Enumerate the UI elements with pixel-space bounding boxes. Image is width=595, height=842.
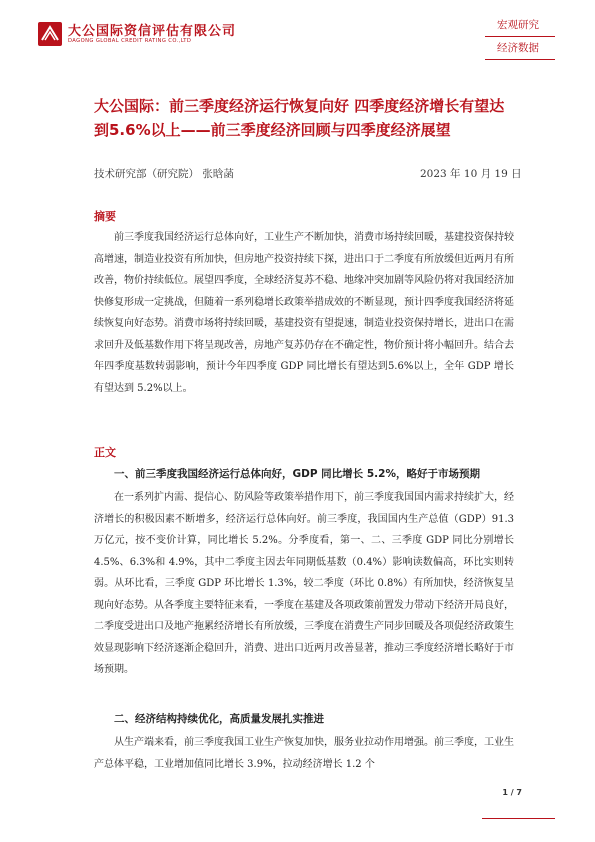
section-1-body <box>94 487 514 681</box>
company-name-en: DAGONG GLOBAL CREDIT RATING CO.,LTD <box>68 38 192 44</box>
section-2-title: 二、经济结构持续优化，高质量发展扎实推进 <box>114 713 324 725</box>
section-1-paragraph: 在一系列扩内需、提信心、防风险等政策举措作用下，前三季度我国国内需求持续扩大，经济增长的积极因素不断增多，经济运行总体向好。前三季度，我国国内生产总值（GDP）91.3 万亿元，按不变价计算，同比增长 5.2%。分季度看，第一、二、三季度 GDP 同比分别增长 4.5%、6.3%和 4.9%，其中二季度主因去年同期低基数（0.4%）影响读数偏高，环比实则转弱。从环比看，三季度 GDP 环比增长 1.3%，较二季度（环比 0.8%）有所加快，经济恢复呈现向好态势。从各季度主要特征来看，一季度在基建及各项政策前置发力带动下经济开局良好，二季度受进出口及地产拖累经济增长有所放缓，三季度在消费生产同步回暖及各项促经济政策生效显现影响下经济逐渐企稳回升，消费、进出口近两月改善显著，推动三季度经济增长略好于市场预期。 <box>94 492 514 675</box>
category-tag-econ-data: 经济数据 <box>485 37 555 60</box>
section-1-title: 一、前三季度我国经济运行总体向好，GDP 同比增长 5.2%，略好于市场预期 <box>114 468 480 480</box>
main-heading: 正文 <box>94 446 116 459</box>
company-logo-icon <box>38 22 62 46</box>
section-2-paragraph: 从生产端来看，前三季度我国工业生产恢复加快，服务业拉动作用增强。前三季度，工业生产总体平稳，工业增加值同比增长 3.9%，拉动经济增长 1.2 个 <box>94 737 514 770</box>
page-number: 1 / 7 <box>502 788 522 797</box>
author-line: 技术研究部（研究院） 张晗菡 <box>94 168 234 180</box>
report-date: 2023 年 10 月 19 日 <box>420 168 522 180</box>
abstract-heading: 摘要 <box>94 210 116 223</box>
category-tag-macro: 宏观研究 <box>485 14 555 37</box>
abstract-paragraph: 前三季度我国经济运行总体向好，工业生产不断加快，消费市场持续回暖，基建投资保持较高增速，制造业投资有所加快，但房地产投资持续下探，进出口于二季度有所放缓但近两月有所改善，物价持续低位。展望四季度，全球经济复苏不稳、地缘冲突加剧等风险仍将对我国经济加快修复形成一定挑战，但随着一系列稳增长政策举措成效的不断显现，预计四季度我国经济将延续恢复向好态势。消费市场将持续回暖，基建投资有望提速，制造业投资保持增长，进出口在需求回升及低基数作用下将呈现改善，房地产复苏仍存在不确定性，物价预计将小幅回升。结合去年四季度基数转弱影响，预计今年四季度 GDP 同比增长有望达到5.6%以上，全年 GDP 增长有望达到 5.2%以上。 <box>94 232 514 394</box>
company-name-cn: 大公国际资信评估有限公司 <box>68 24 237 39</box>
section-2-body <box>94 732 514 775</box>
report-title: 大公国际：前三季度经济运行恢复向好 四季度经济增长有望达到5.6%以上——前三季度经济回顾与四季度经济展望 <box>94 97 505 139</box>
page-header <box>0 0 595 66</box>
abstract-body <box>94 227 514 399</box>
footer-divider <box>482 818 555 819</box>
